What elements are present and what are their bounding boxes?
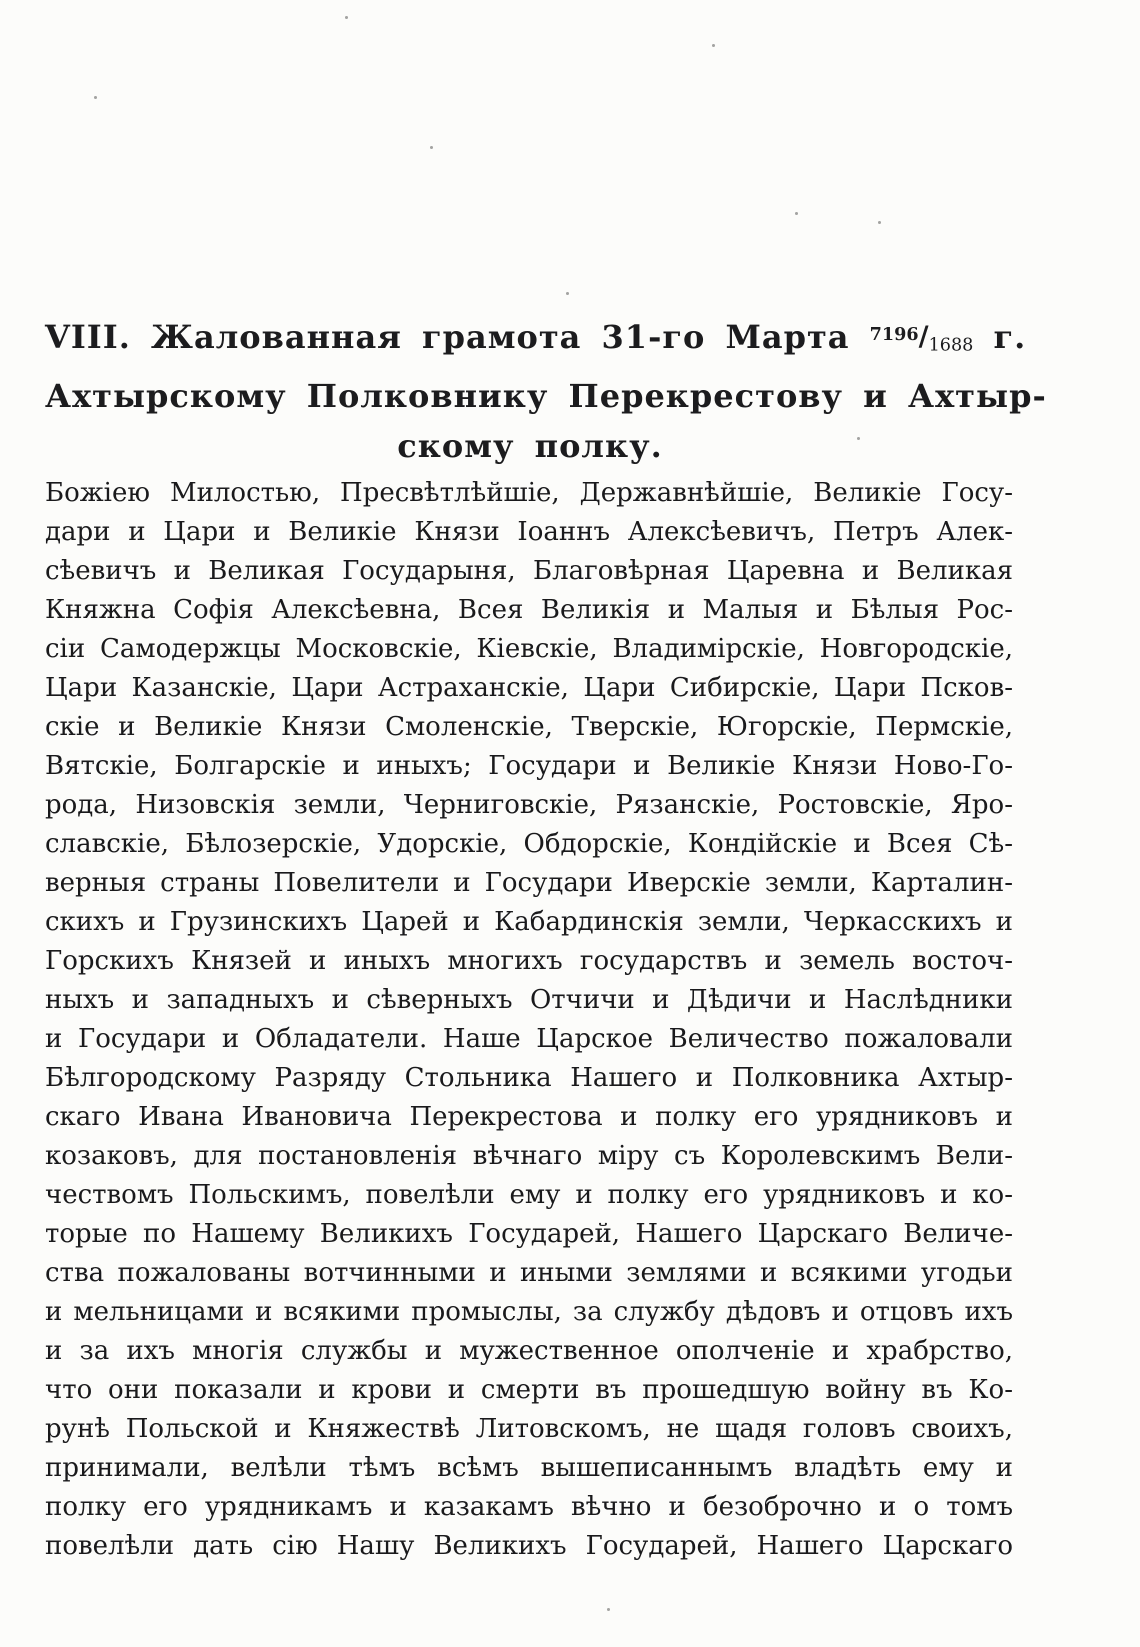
body-text-line: верныя страны Повелители и Государи Иверскіе земли, Карталин- [45, 868, 1013, 898]
body-text-line: скихъ и Грузинскихъ Царей и Кабардинскія земли, Черкасскихъ и [45, 907, 1013, 937]
scan-speck [878, 221, 881, 224]
heading-line-2: Ахтырскому Полковнику Перекрестову и Ахтыр- [45, 376, 1047, 415]
scan-speck [345, 16, 348, 19]
heading-text-before-date: VIII. Жалованная грамота 31-го Марта [45, 317, 850, 356]
scan-speck [430, 146, 433, 149]
body-text-line: сіи Самодержцы Московскіе, Кіевскіе, Владимірскіе, Новгородскіе, [45, 634, 1013, 664]
body-text-line: ныхъ и западныхъ и сѣверныхъ Отчичи и Дѣдичи и Наслѣдники [45, 985, 1013, 1015]
scan-speck [712, 44, 715, 47]
body-text-line: повелѣли дать сію Нашу Великихъ Государей, Нашего Царскаго [45, 1531, 1013, 1561]
scan-speck [94, 96, 97, 99]
body-text-line: Горскихъ Князей и иныхъ многихъ государствъ и земель восточ- [45, 946, 1013, 976]
charter-body-text [45, 474, 1013, 1566]
body-text-line: ства пожалованы вотчинными и иными землями и всякими угодьи [45, 1258, 1013, 1288]
body-text-line: скіе и Великіе Князи Смоленскіе, Тверскіе, Югорскіе, Пермскіе, [45, 712, 1013, 742]
body-text-line: что они показали и крови и смерти въ прошедшую войну въ Ко- [45, 1375, 1013, 1405]
date-fraction-denominator: 1688 [928, 335, 974, 356]
body-text-line: Бѣлгородскому Разряду Стольника Нашего и Полковника Ахтыр- [45, 1063, 1013, 1093]
heading-text-after-date: г. [993, 317, 1027, 356]
body-text-line: рунѣ Польской и Княжествѣ Литовскомъ, не щадя головъ своихъ, [45, 1414, 1013, 1444]
scan-speck [566, 292, 569, 295]
date-fraction [870, 318, 974, 356]
body-text-line: принимали, велѣли тѣмъ всѣмъ вышеписаннымъ владѣть ему и [45, 1453, 1013, 1483]
body-text-line: Божіею Милостью, Пресвѣтлѣйшіе, Державнѣйшіе, Великіе Госу- [45, 478, 1013, 508]
body-text-line: полку его урядникамъ и казакамъ вѣчно и безоброчно и о томъ [45, 1492, 1013, 1522]
body-text-line: козаковъ, для постановленія вѣчнаго міру съ Королевскимъ Вели- [45, 1141, 1013, 1171]
body-text-line: сѣевичъ и Великая Государыня, Благовѣрная Царевна и Великая [45, 556, 1013, 586]
body-text-line: рода, Низовскія земли, Черниговскіе, Рязанскіе, Ростовскіе, Яро- [45, 790, 1013, 820]
body-text-line: торые по Нашему Великихъ Государей, Нашего Царскаго Величе- [45, 1219, 1013, 1249]
body-text-line: славскіе, Бѣлозерскіе, Удорскіе, Обдорскіе, Кондійскіе и Всея Сѣ- [45, 829, 1013, 859]
scan-speck [795, 212, 798, 215]
heading-line-3: скому полку. [397, 426, 663, 465]
date-fraction-numerator: 7196 [869, 324, 919, 345]
body-text-line: Вятскіе, Болгарскіе и иныхъ; Государи и Великіе Князи Ново-Го- [45, 751, 1013, 781]
date-fraction-separator: / [918, 320, 929, 353]
heading-line-1 [45, 310, 1027, 371]
body-text-line: дари и Цари и Великіе Князи Іоаннъ Алексѣевичъ, Петръ Алек- [45, 517, 1013, 547]
body-text-line: и за ихъ многія службы и мужественное ополченіе и храбрство, [45, 1336, 1013, 1366]
body-text-line: скаго Ивана Ивановича Перекрестова и полку его урядниковъ и [45, 1102, 1013, 1132]
body-text-line: Цари Казанскіе, Цари Астраханскіе, Цари Сибирскіе, Цари Псков- [45, 673, 1013, 703]
body-text-line: и Государи и Обладатели. Наше Царское Величество пожаловали [45, 1024, 1013, 1054]
body-text-line: и мельницами и всякими промыслы, за службу дѣдовъ и отцовъ ихъ [45, 1297, 1013, 1327]
body-text-line: чествомъ Польскимъ, повелѣли ему и полку его урядниковъ и ко- [45, 1180, 1013, 1210]
scan-speck [607, 1608, 610, 1611]
body-text-line: Княжна Софія Алексѣевна, Всея Великія и Малыя и Бѣлыя Рос- [45, 595, 1013, 625]
document-heading [45, 310, 1047, 471]
